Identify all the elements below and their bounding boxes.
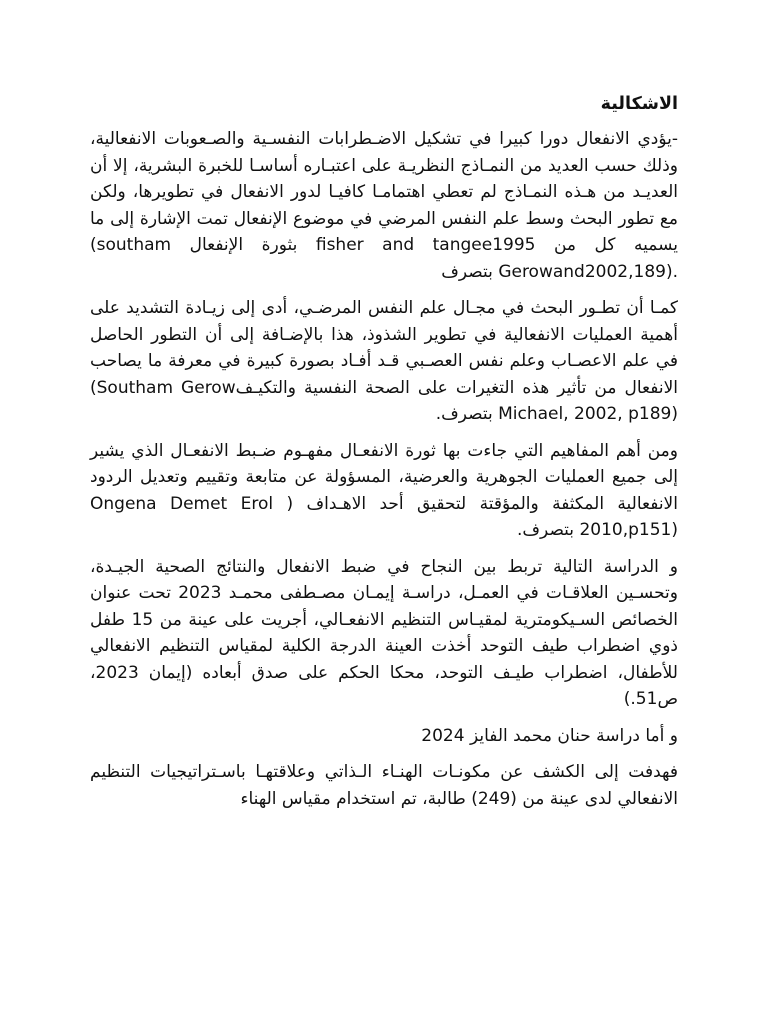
- paragraph-2: [90, 295, 678, 428]
- paragraph-1-text: -يؤدي الانفعال دورا كبيرا في تشكيل الاضـطرابات النفسـية والصـعوبات الانفعالية، وذلك حسب العديد من النمـاذج النظريـة على اعتبـاره أساسـا للخبرة البشرية، إلا أن العديـد من هـذه النمـاذج لم تعطي اهتمامـا كافيـا لدور الانفعال في تطويرها، ولكن مع تطور البحث وسط علم النفس المرضي في موضوع الإنفعال تمت الإشارة إلى ما يسميه كل من: [90, 129, 678, 255]
- citation-ongena: Ongena Demet Erol 2010,p151): [90, 493, 678, 540]
- citation-southam-2: (Southam Gerow Michael, 2002, p189): [90, 377, 678, 424]
- document-page: [90, 88, 678, 822]
- paragraph-4-text: و الدراسة التالية تربط بين النجاح في ضبط الانفعال والنتائج الصحية الجيـدة، وتحسـين العلاقـات في العمـل، دراسـة إيمـان مصـطفى محمـد 2023 تحت عنوان الخصائص السـيكومترية لمقيـاس التنظيم الانفعـالي، أجريت على عينة من 15 طفل ذوي اضطراب طيف التوحد أخذت العينة الدرجة الكلية لمقياس التنظيم الانفعالي للأطفال، اضطراب طيـف التوحد، محكا الحكم على صدق أبعاده (إيمان 2023، ص51.): [90, 556, 678, 709]
- paragraph-2-text: كمـا أن تطـور البحث في مجـال علم النفس المرضـي، أدى إلى زيـادة التشديد على أهمية العمليات الانفعالية في تطوير الشذوذ، هذا بالإضـافة إلى أن التطور الحاصل في علم الاعصـاب وعلم نفس العصـبي قـد أفـاد بصورة كبيرة في معرفة ما يصاحب الانفعال من تأثير هذه التغيرات على الصحة النفسية والتكيـف: [90, 298, 678, 398]
- paragraph-3: [90, 438, 678, 544]
- document-heading: الاشكالية: [600, 94, 678, 114]
- paragraph-1-end: بتصرف: [441, 261, 499, 282]
- citation-southam-1: (southam Gerowand2002,189).: [90, 235, 678, 282]
- paragraph-6: [90, 759, 678, 812]
- paragraph-4: [90, 554, 678, 713]
- citation-fisher: fisher and tangee1995: [315, 235, 536, 255]
- paragraph-6-text: فهدفت إلى الكشف عن مكونـات الهنـاء الـذاتي وعلاقتهـا باسـتراتيجيات التنظيم الانفعالي لدى عينة من (249) طالبة، تم استخدام مقياس الهناء: [90, 762, 678, 809]
- paragraph-3-end: بتصرف.: [517, 520, 580, 540]
- paragraph-1: [90, 126, 678, 285]
- paragraph-5-text: و أما دراسة حنان محمد الفايز 2024: [421, 725, 678, 746]
- paragraph-5: [90, 723, 678, 750]
- paragraph-3-text: ومن أهم المفاهيم التي جاءت بها ثورة الانفعـال مفهـوم ضـبط الانفعـال الذي يشير إلى جميع العمليات الجوهرية والعرضية، المسؤولة عن متابعة وتقييم وتعديل الردود الانفعالية المكثفة والمؤقتة لتحقيق أحد الاهـداف (: [90, 440, 678, 514]
- paragraph-1-mid: بثورة الإنفعال: [171, 235, 316, 255]
- paragraph-2-end: بتصرف.: [435, 404, 499, 424]
